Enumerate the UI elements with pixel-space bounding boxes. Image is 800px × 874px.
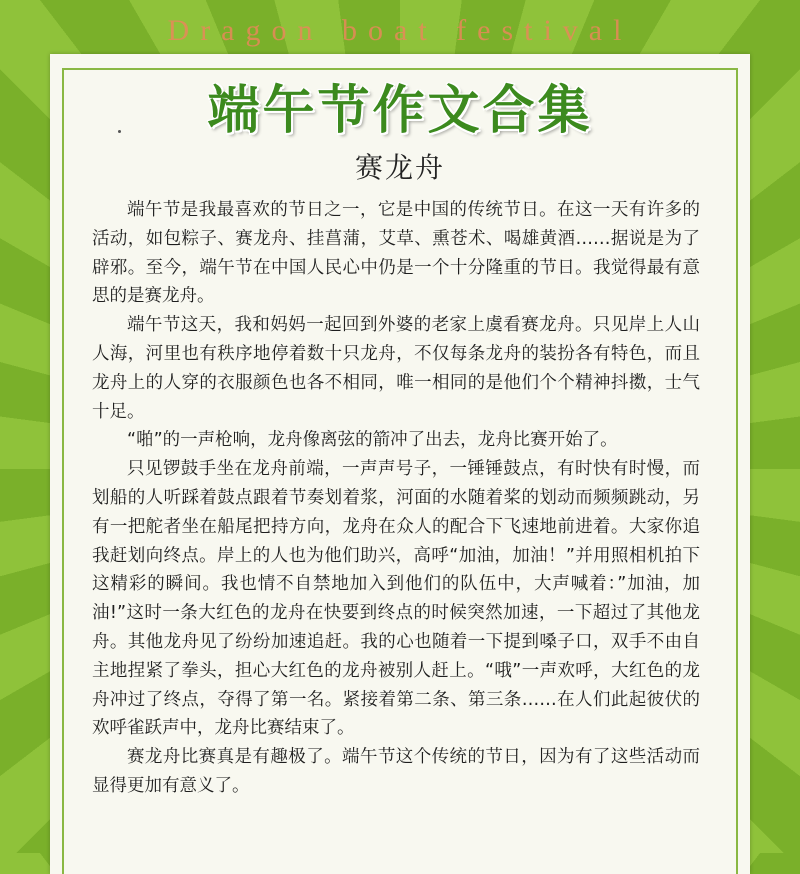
paragraph: 端午节这天，我和妈妈一起回到外婆的老家上虞看赛龙舟。只见岸上人山人海，河里也有秩序地停着数十只龙舟，不仅每条龙舟的装扮各有特色，而且龙舟上的人穿的衣服颜色也各不相同，唯一相同的是他们个个精神抖擞，士气十足。 [92, 315, 700, 422]
paragraph: 端午节是我最喜欢的节日之一，它是中国的传统节日。在这一天有许多的活动，如包粽子、赛龙舟、挂菖蒲，艾草、熏苍术、喝雄黄酒……据说是为了辟邪。至今，端午节在中国人民心中仍是一个十分隆重的节日。我觉得最有意思的是赛龙舟。 [92, 200, 700, 307]
paragraph: 只见锣鼓手坐在龙舟前端，一声声号子，一锤锤鼓点，有时快有时慢，而划船的人听踩着鼓点跟着节奏划着浆，河面的水随着桨的划动而频频跳动，另有一把舵者坐在船尾把持方向，龙舟在众人的配合下飞速地前进着。大家你追我赶划向终点。岸上的人也为他们助兴，高呼“加油，加油！”并用照相机拍下这精彩的瞬间。我也情不自禁地加入到他们的队伍中，大声喊着：”加油，加油!”这时一条大红色的龙舟在快要到终点的时候突然加速，一下超过了其他龙舟。其他龙舟见了纷纷加速追赶。我的心也随着一下提到嗓子口，双手不由自主地捏紧了拳头，担心大红色的龙舟被别人赶上。“哦”一声欢呼，大红色的龙舟冲过了终点，夺得了第一名。紧接着第二条、第三条……在人们此起彼伏的欢呼雀跃声中，龙舟比赛结束了。 [92, 459, 700, 739]
page-title: 端午节作文合集 [207, 81, 593, 141]
essay-body [92, 196, 700, 801]
essay-heading: 赛龙舟 [354, 151, 445, 184]
paragraph: 赛龙舟比赛真是有趣极了。端午节这个传统的节日，因为有了这些活动而显得更加有意义了。 [92, 747, 700, 796]
banner-text: Dragon boat festival [167, 14, 633, 47]
paragraph: “啪”的一声枪响，龙舟像离弦的箭冲了出去，龙舟比赛开始了。 [127, 430, 618, 451]
essay-card [50, 54, 750, 874]
